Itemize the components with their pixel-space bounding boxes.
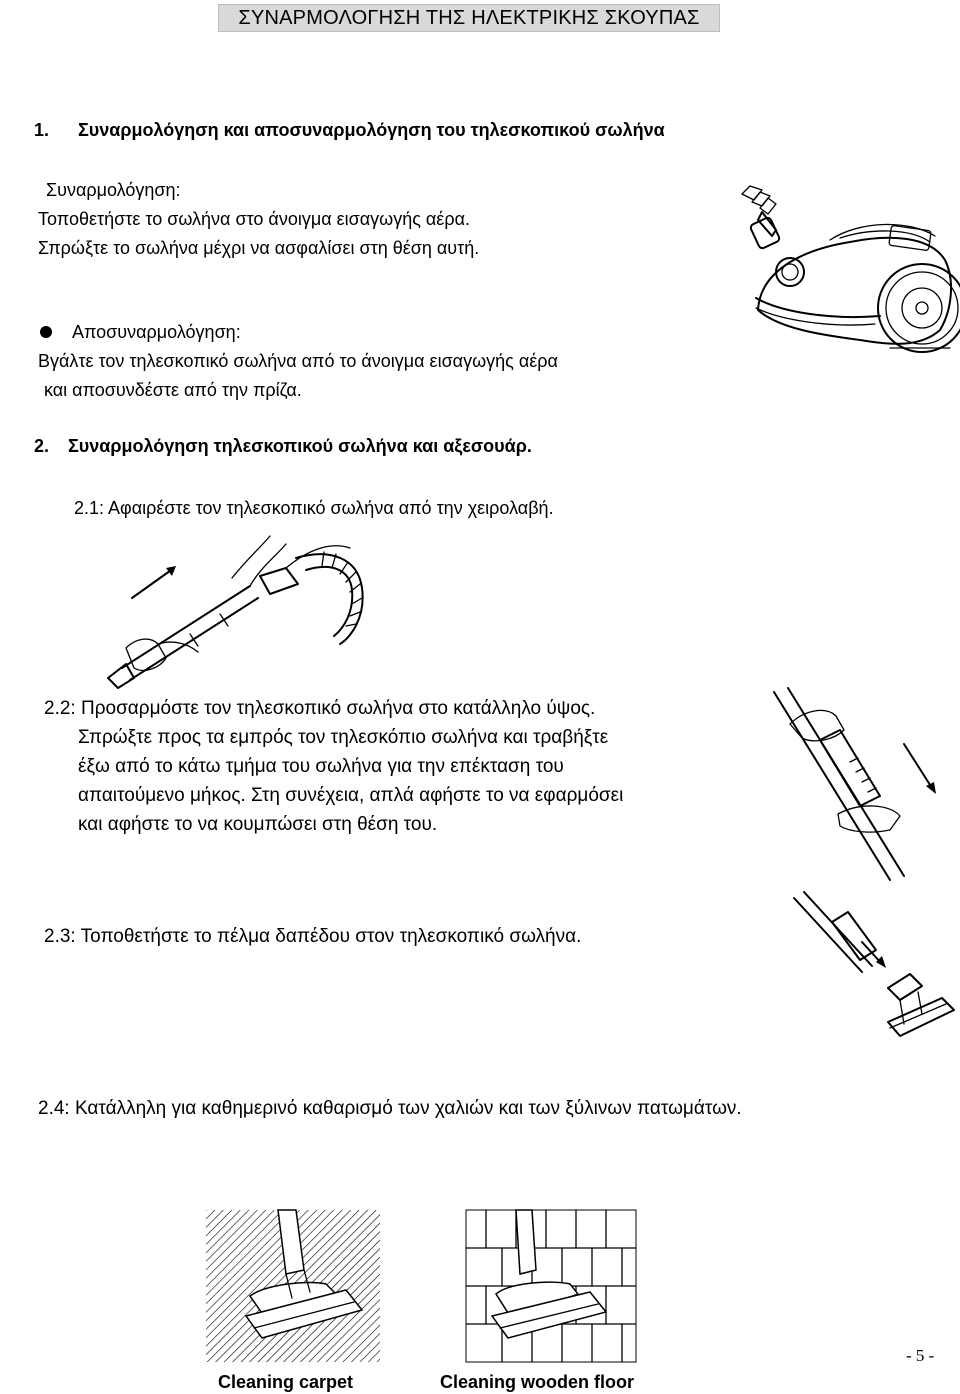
step-2-3-text: 2.3: Τοποθετήστε το πέλμα δαπέδου στον τηλεσκοπικό σωλήνα. [44, 926, 582, 947]
step-2-4-text: 2.4: Κατάλληλη για καθημερινό καθαρισμό των χαλιών και των ξύλινων πατωμάτων. [38, 1098, 742, 1119]
section-2-heading: Συναρμολόγηση τηλεσκοπικού σωλήνα και αξεσουάρ. [68, 436, 532, 456]
cleaning-carpet-illustration [206, 1210, 380, 1362]
bullet-dot-icon [40, 326, 52, 338]
disassembly-line-2: και αποσυνδέστε από την πρίζα. [44, 380, 302, 400]
vacuum-cleaner-hose-illustration [740, 180, 960, 370]
step-2-2-line-5: και αφήστε το να κουμπώσει στη θέση του. [78, 814, 438, 835]
step-2-2-line-3: έξω από το κάτω τμήμα του σωλήνα για την επέκταση του [78, 756, 564, 777]
step-2-2-line-1: 2.2: Προσαρμόστε τον τηλεσκοπικό σωλήνα στο κατάλληλο ύψος. [44, 698, 596, 719]
attach-floor-nozzle-illustration [792, 888, 958, 1044]
section-1-number: 1. [34, 120, 50, 140]
cleaning-wooden-floor-illustration [466, 1210, 636, 1362]
section-1-heading: Συναρμολόγηση και αποσυναρμολόγηση του τηλεσκοπικού σωλήνα [78, 120, 665, 140]
disassembly-line-1: Βγάλτε τον τηλεσκοπικό σωλήνα από το άνοιγμα εισαγωγής αέρα [38, 351, 558, 371]
remove-tube-from-handle-illustration [100, 528, 400, 688]
assembly-line-1: Τοποθετήστε το σωλήνα στο άνοιγμα εισαγωγής αέρα. [38, 209, 470, 229]
page-number: - 5 - [906, 1346, 935, 1365]
step-2-2-line-4: απαιτούμενο μήκος. Στη συνέχεια, απλά αφήστε το να εφαρμόσει [78, 785, 624, 806]
step-2-1-text: 2.1: Αφαιρέστε τον τηλεσκοπικό σωλήνα από την χειρολαβή. [74, 498, 554, 518]
assembly-line-2: Σπρώξτε το σωλήνα μέχρι να ασφαλίσει στη θέση αυτή. [38, 238, 480, 258]
section-2-number: 2. [34, 436, 50, 456]
caption-cleaning-carpet: Cleaning carpet [218, 1372, 354, 1392]
adjust-tube-length-illustration [770, 684, 950, 884]
page-title: ΣΥΝΑΡΜΟΛΟΓΗΣΗ ΤΗΣ ΗΛΕΚΤΡΙΚΗΣ ΣΚΟΥΠΑΣ [218, 4, 720, 32]
assembly-label: Συναρμολόγηση: [46, 180, 181, 200]
caption-cleaning-wooden-floor: Cleaning wooden floor [440, 1372, 634, 1392]
disassembly-label: Αποσυναρμολόγηση: [72, 322, 241, 342]
step-2-2-line-2: Σπρώξτε προς τα εμπρός τον τηλεσκόπιο σωλήνα και τραβήξτε [78, 727, 609, 748]
